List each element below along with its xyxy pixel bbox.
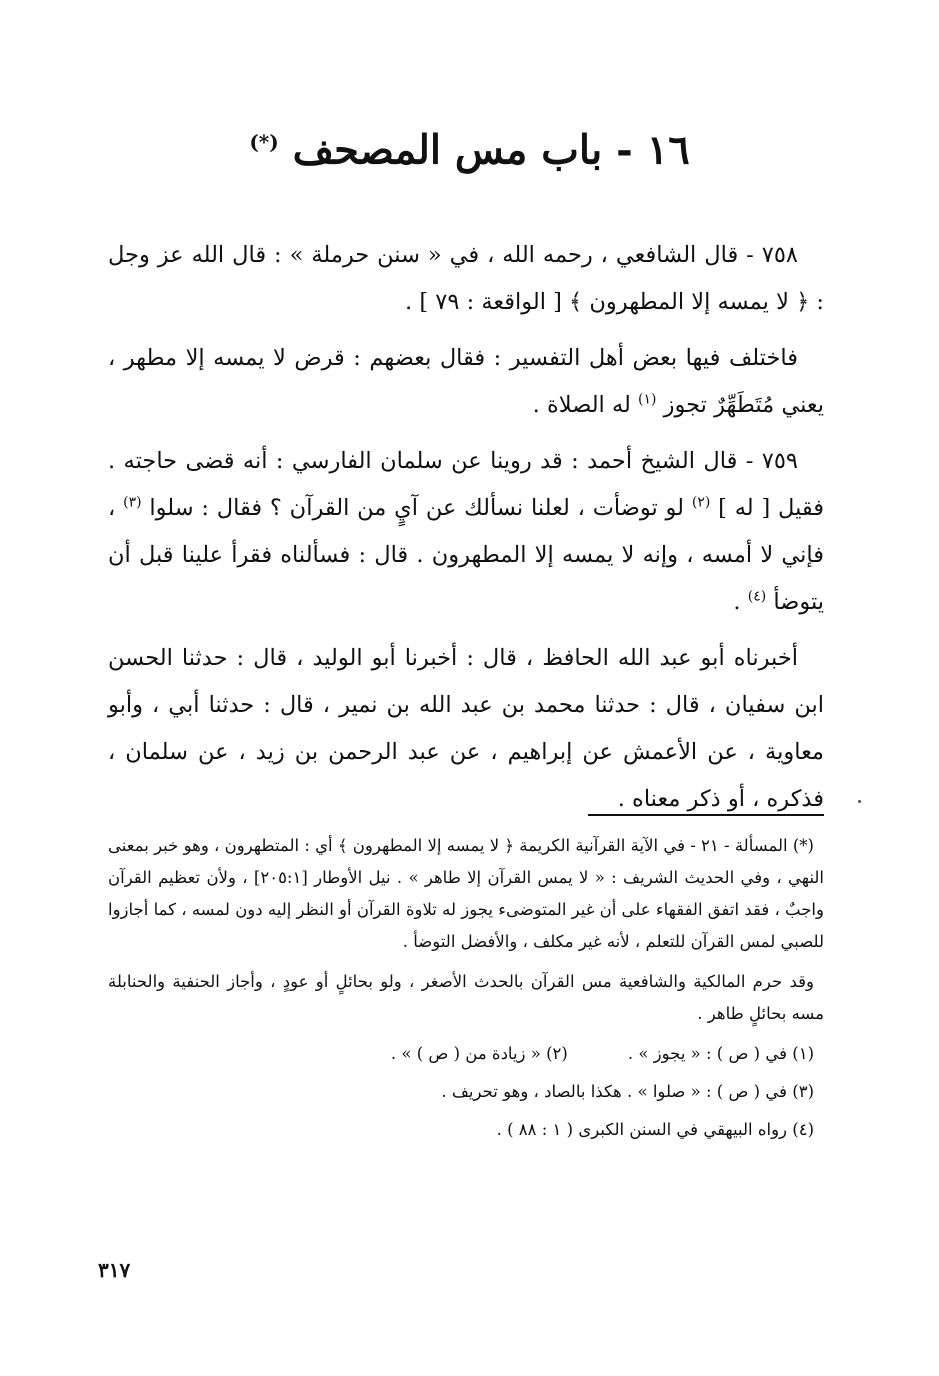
chapter-title — [0, 112, 939, 180]
footnote-ref-2: (٢) — [691, 494, 711, 511]
paragraph-759-middle-2: ، فإني لا أمسه ، وإنه لا يمسه إلا المطهرون . قال : فسألناه فقرأ علينا قبل أن يتوضأ — [108, 495, 824, 615]
paragraph-758-text: ٧٥٨ - قال الشافعي ، رحمه الله ، في « سنن حرملة » : قال الله عز وجل : ﴿ لا يمسه إلا المطهرون ﴾ [ الواقعة : ٧٩ ] . — [108, 242, 824, 315]
footnote-ref-3: (٣) — [123, 494, 142, 511]
paragraph-759 — [108, 438, 824, 626]
paragraph-758 — [108, 232, 824, 326]
footnote-2: (٢) « زيادة من ( ص ) » . — [390, 1044, 568, 1063]
footnote-row-1-2 — [108, 1038, 824, 1070]
paragraph-759-text: ٧٥٩ - قال الشيخ أحمد : قد روينا عن سلمان الفارسي : أنه قضى حاجته . فقيل [ له ] — [108, 448, 825, 521]
paragraph-759-middle: لو توضأت ، لعلنا نسألك عن آيٍ من القرآن ؟ فقال : سلوا — [149, 495, 685, 521]
note-star: (*) المسألة - ٢١ - في الآية القرآنية الكريمة ﴿ لا يمسه إلا المطهرون ﴾ أي : المتطهرون ، وهو خبر بمعنى النهي ، وفي الحديث الشريف : « لا يمس القرآن إلا طاهر » . نيل الأوطار [٢٠٥:١] ، ولأن تعظيم القرآن واجبٌ ، فقد اتفق الفقهاء على أن غير المتوضىء يجوز له تلاوة القرآن أو النظر إليه دون لمسه ، كما أجازوا للصبي لمس القرآن للتعلم ، لأنه غير مكلف ، والأفضل التوضأ . — [108, 836, 824, 951]
paragraph-isnad — [108, 635, 824, 823]
chapter-title-marker: (*) — [249, 130, 279, 154]
paragraph-759-end: . — [733, 589, 741, 615]
footnotes-section — [108, 830, 824, 1152]
page-number: ٣١٧ — [98, 1258, 131, 1282]
chapter-title-text: ١٦ - باب مس المصحف — [292, 126, 690, 174]
footnote-1: (١) في ( ص ) : « يجوز » . — [627, 1044, 814, 1063]
footnote-3: (٣) في ( ص ) : « صلوا » . هكذا بالصاد ، وهو تحريف . — [441, 1082, 814, 1101]
footnote-ref-1: (١) — [638, 391, 657, 408]
paragraph-tafsir — [108, 335, 824, 429]
paragraph-tafsir-end: له الصلاة . — [532, 392, 631, 418]
main-text — [108, 232, 824, 832]
footnote-4: (٤) رواه البيهقي في السنن الكبرى ( ١ : ٨٨ ) . — [496, 1120, 814, 1139]
note-madhab: وقد حرم المالكية والشافعية مس القرآن بالحدث الأصغر ، ولو بحائلٍ أو عودٍ ، وأجاز الحنفية والحنابلة مسه بحائلٍ طاهر . — [108, 972, 824, 1023]
paragraph-isnad-text: أخبرناه أبو عبد الله الحافظ ، قال : أخبرنا أبو الوليد ، قال : حدثنا الحسن ابن سفيان ، قال : حدثنا محمد بن عبد الله بن نمير ، قال : حدثنا أبي ، وأبو معاوية ، عن الأعمش عن إبراهيم ، عن عبد الرحمن بن زيد ، عن سلمان ، فذكره ، أو ذكر معناه . — [108, 645, 824, 812]
footnote-separator — [588, 814, 824, 816]
footnote-ref-4: (٤) — [747, 588, 767, 605]
paragraph-tafsir-text: فاختلف فيها بعض أهل التفسير : فقال بعضهم : قرض لا يمسه إلا مطهر ، يعني مُتَطَهِّرٌ تجوز — [108, 345, 824, 418]
scan-speck — [858, 800, 861, 803]
